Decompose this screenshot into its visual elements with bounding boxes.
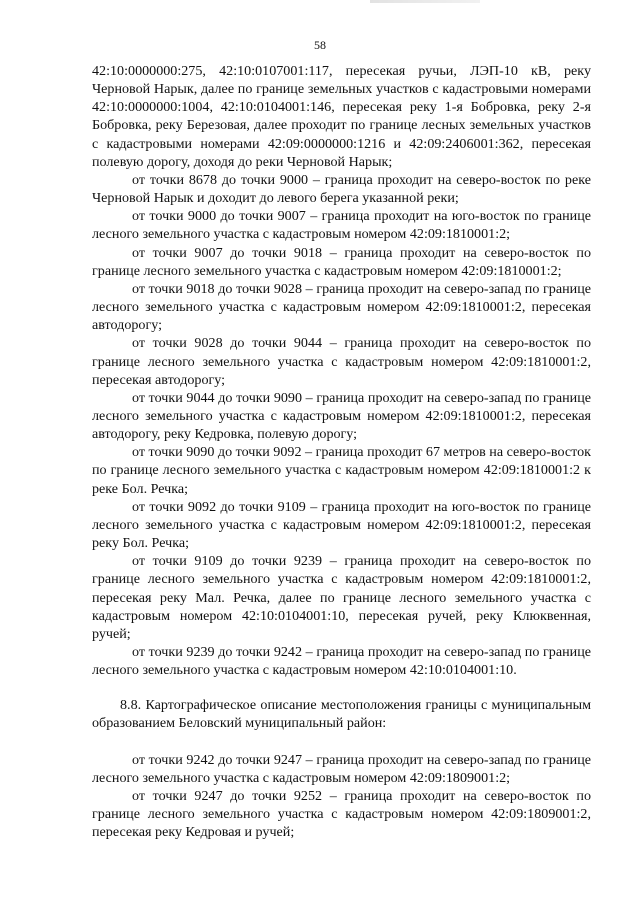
paragraph-segment-9090-9092: от точки 9090 до точки 9092 – граница проходит 67 метров на северо-восток по границе лесного земельного участка с кадастровым номером 42:09:1810001:2 к реке Бол. Речка; — [92, 444, 592, 497]
document-body — [92, 62, 591, 841]
paragraph-segment-8678-9000: от точки 8678 до точки 9000 – граница проходит на северо-восток по реке Черновой Нарык и доходит до левого берега указанной реки; — [92, 171, 591, 207]
paragraph-segment-9007-9018: от точки 9007 до точки 9018 – граница проходит на северо-восток по границе лесного земельного участка с кадастровым номером 42:09:1810001:2; — [92, 244, 591, 279]
paragraph-segment-9028-9044: от точки 9028 до точки 9044 – граница проходит на северо-восток по границе лесного земельного участка с кадастровым номером 42:09:1810001:2, пересекая автодорогу; — [92, 335, 591, 388]
paragraph-segment-9044-9090: от точки 9044 до точки 9090 – граница проходит на северо-запад по границе лесного земельного участка с кадастровым номером 42:09:1810001:2, пересекая автодорогу, реку Кедровка, полевую дорогу; — [92, 389, 591, 443]
scan-artifact — [370, 0, 480, 3]
paragraph-segment-9242-9247: от точки 9242 до точки 9247 – граница проходит на северо-запад по границе лесного земельного участка с кадастровым номером 42:09:1809001:2; — [92, 751, 591, 786]
paragraph-segment-9000-9007: от точки 9000 до точки 9007 – граница проходит на юго-восток по границе лесного земельного участка с кадастровым номером 42:09:1810001:2; — [92, 208, 591, 243]
paragraph-segment-9109-9239: от точки 9109 до точки 9239 – граница проходит на северо-восток по границе лесного земельного участка с кадастровым номером 42:09:1810001:2, пересекая реку Мал. Речка, далее по границе лесного земельного участка с кадастровым номером 42:10:0104001:10, пересекая ручей, реку Клюквенная, ручей; — [92, 553, 591, 642]
page-number: 58 — [314, 38, 326, 52]
paragraph-segment-9239-9242: от точки 9239 до точки 9242 – граница проходит на северо-запад по границе лесного земельного участка с кадастровым номером 42:10:0104001:10. — [92, 644, 591, 679]
paragraph-segment-9247-9252: от точки 9247 до точки 9252 – граница проходит на северо-восток по границе лесного земельного участка с кадастровым номером 42:09:1809001:2, пересекая реку Кедровая и ручей; — [92, 787, 591, 841]
paragraph-segment-9092-9109: от точки 9092 до точки 9109 – граница проходит на юго-восток по границе лесного земельного участка с кадастровым номером 42:09:1810001:2, пересекая реку Бол. Речка; — [92, 498, 591, 552]
paragraph-segment-9018-9028: от точки 9018 до точки 9028 – граница проходит на северо-запад по границе лесного земельного участка с кадастровым номером 42:09:1810001:2, пересекая автодорогу; — [92, 280, 591, 334]
paragraph-continuation: 42:10:0000000:275, 42:10:0107001:117, пересекая ручьи, ЛЭП-10 кВ, реку Черновой Нарык, далее по границе земельных участков с кадастровыми номерами 42:10:0000000:1004, 42:10:0104001:146, пересекая реку 1-я Бобровка, реку 2-я Бобровка, реку Березовая, далее проходит по границе лесных земельных участков с кадастровыми номерами 42:09:0000000:1216 и 42:09:2406001:362, пересекая полевую дорогу, доходя до реки Черновой Нарык; — [92, 63, 591, 170]
section-heading-8-8: 8.8. Картографическое описание местоположения границы с муниципальным образованием Беловский муниципальный район: — [92, 697, 591, 732]
